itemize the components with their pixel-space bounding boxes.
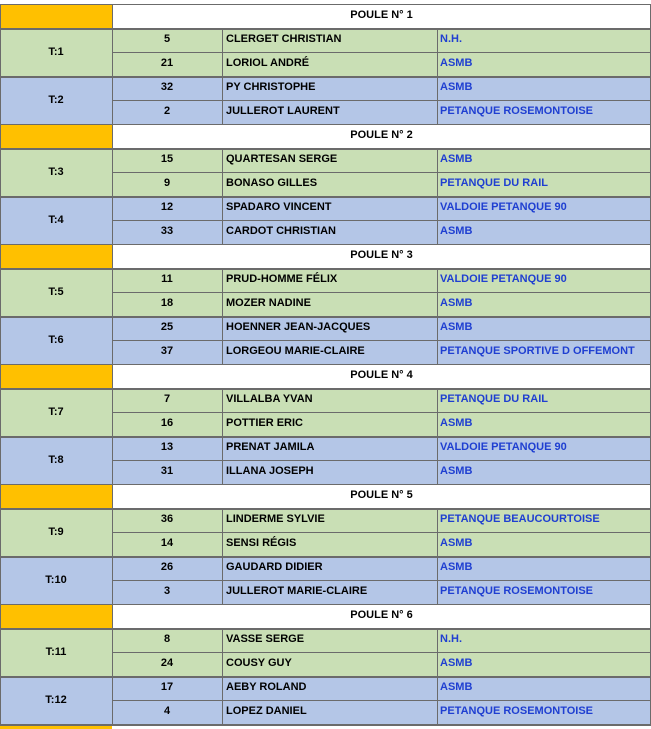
grid-line — [112, 124, 113, 148]
player-number[interactable]: 18 — [112, 292, 222, 316]
player-name[interactable]: SPADARO VINCENT — [222, 196, 437, 220]
player-name[interactable]: PRENAT JAMILA — [222, 436, 437, 460]
player-club[interactable]: ASMB — [437, 148, 651, 172]
player-name[interactable]: LOPEZ DANIEL — [222, 700, 437, 724]
player-number[interactable]: 9 — [112, 172, 222, 196]
player-row — [0, 436, 651, 460]
grid-line — [222, 148, 223, 196]
grid-line — [112, 76, 113, 124]
grid-line — [437, 676, 438, 724]
player-club[interactable]: ASMB — [437, 292, 651, 316]
grid-line — [0, 364, 651, 365]
player-name[interactable]: BONASO GILLES — [222, 172, 437, 196]
player-club[interactable]: PETANQUE ROSEMONTOISE — [437, 580, 651, 604]
player-club[interactable]: VALDOIE PETANQUE 90 — [437, 196, 651, 220]
grid-line — [0, 148, 651, 150]
player-number[interactable]: 37 — [112, 340, 222, 364]
poule-title[interactable]: POULE N° 4 — [112, 364, 651, 388]
grid-line — [112, 340, 651, 341]
grid-line — [222, 676, 223, 724]
grid-line — [112, 412, 651, 413]
grid-line — [222, 436, 223, 484]
grid-line — [0, 484, 651, 485]
player-row — [0, 340, 651, 364]
poule-header-row — [0, 4, 651, 28]
player-club[interactable]: ASMB — [437, 316, 651, 340]
grid-line — [112, 604, 113, 628]
grid-line — [112, 196, 113, 244]
grid-line — [0, 508, 651, 510]
player-club[interactable]: N.H. — [437, 628, 651, 652]
grid-line — [112, 484, 113, 508]
player-number[interactable]: 11 — [112, 268, 222, 292]
grid-line — [222, 388, 223, 436]
player-name[interactable]: JULLEROT LAURENT — [222, 100, 437, 124]
grid-line — [437, 316, 438, 364]
player-number[interactable]: 24 — [112, 652, 222, 676]
player-row — [0, 28, 651, 52]
team-label[interactable]: T:11 — [0, 628, 112, 676]
player-number[interactable]: 3 — [112, 580, 222, 604]
grid-line — [437, 556, 438, 604]
player-number[interactable]: 2 — [112, 100, 222, 124]
player-number[interactable]: 36 — [112, 508, 222, 532]
player-club[interactable]: ASMB — [437, 52, 651, 76]
grid-line — [222, 268, 223, 316]
grid-line — [0, 244, 651, 245]
grid-line — [0, 604, 651, 605]
grid-line — [222, 28, 223, 76]
grid-line — [112, 628, 113, 676]
poule-header-marker[interactable] — [0, 604, 112, 628]
player-name[interactable]: LORIOL ANDRÉ — [222, 52, 437, 76]
grid-line — [112, 268, 113, 316]
player-club[interactable]: PETANQUE DU RAIL — [437, 172, 651, 196]
grid-line — [0, 388, 651, 390]
grid-line — [0, 28, 651, 30]
player-name[interactable]: SENSI RÉGIS — [222, 532, 437, 556]
grid-line — [112, 292, 651, 293]
grid-line — [112, 220, 651, 221]
grid-line — [222, 196, 223, 244]
player-club[interactable]: ASMB — [437, 220, 651, 244]
player-name[interactable]: CLERGET CHRISTIAN — [222, 28, 437, 52]
player-row — [0, 556, 651, 580]
poule-header-marker[interactable] — [0, 364, 112, 388]
player-club[interactable]: VALDOIE PETANQUE 90 — [437, 268, 651, 292]
player-number[interactable]: 12 — [112, 196, 222, 220]
player-number[interactable]: 15 — [112, 148, 222, 172]
player-row — [0, 196, 651, 220]
team-label[interactable]: T:9 — [0, 508, 112, 556]
grid-line — [437, 148, 438, 196]
team-label[interactable]: T:1 — [0, 28, 112, 76]
grid-line — [112, 700, 651, 701]
team-label[interactable]: T:4 — [0, 196, 112, 244]
player-number[interactable]: 25 — [112, 316, 222, 340]
grid-line — [0, 268, 651, 270]
poule-header-row — [0, 364, 651, 388]
player-club[interactable]: VALDOIE PETANQUE 90 — [437, 436, 651, 460]
grid-line — [112, 652, 651, 653]
player-name[interactable]: COUSY GUY — [222, 652, 437, 676]
grid-line — [112, 580, 651, 581]
player-row — [0, 532, 651, 556]
grid-line — [437, 436, 438, 484]
grid-line — [0, 556, 651, 558]
grid-line — [222, 556, 223, 604]
grid-line — [0, 124, 651, 125]
player-name[interactable]: CARDOT CHRISTIAN — [222, 220, 437, 244]
grid-line — [112, 508, 113, 556]
player-club[interactable]: N.H. — [437, 28, 651, 52]
poule-header-row — [0, 604, 651, 628]
grid-line — [222, 508, 223, 556]
grid-line — [0, 436, 651, 438]
grid-line — [112, 316, 113, 364]
player-number[interactable]: 8 — [112, 628, 222, 652]
player-club[interactable]: PETANQUE ROSEMONTOISE — [437, 700, 651, 724]
player-row — [0, 580, 651, 604]
player-row — [0, 412, 651, 436]
team-label[interactable]: T:8 — [0, 436, 112, 484]
player-number[interactable]: 4 — [112, 700, 222, 724]
grid-line — [0, 316, 651, 318]
player-row — [0, 700, 651, 724]
poule-title[interactable]: POULE N° 5 — [112, 484, 651, 508]
player-number[interactable]: 5 — [112, 28, 222, 52]
player-number[interactable]: 7 — [112, 388, 222, 412]
grid-line — [112, 172, 651, 173]
player-club[interactable]: ASMB — [437, 532, 651, 556]
player-row — [0, 76, 651, 100]
poule-header-marker[interactable] — [0, 124, 112, 148]
player-row — [0, 652, 651, 676]
grid-line — [112, 244, 113, 268]
player-number[interactable]: 26 — [112, 556, 222, 580]
player-name[interactable]: AEBY ROLAND — [222, 676, 437, 700]
poule-header-row — [0, 244, 651, 268]
player-number[interactable]: 21 — [112, 52, 222, 76]
grid-line — [437, 388, 438, 436]
poule-title[interactable]: POULE N° 1 — [112, 4, 651, 28]
grid-line — [0, 676, 651, 678]
poule-header-row — [0, 124, 651, 148]
grid-line — [222, 316, 223, 364]
player-row — [0, 676, 651, 700]
poule-title[interactable]: POULE N° 3 — [112, 244, 651, 268]
player-row — [0, 316, 651, 340]
player-name[interactable]: QUARTESAN SERGE — [222, 148, 437, 172]
team-label[interactable]: T:5 — [0, 268, 112, 316]
grid-line — [112, 676, 113, 724]
player-number[interactable]: 32 — [112, 76, 222, 100]
player-name[interactable]: JULLEROT MARIE-CLAIRE — [222, 580, 437, 604]
grid-line — [112, 148, 113, 196]
grid-line — [112, 4, 113, 28]
player-number[interactable]: 16 — [112, 412, 222, 436]
player-row — [0, 52, 651, 76]
team-label[interactable]: T:2 — [0, 76, 112, 124]
grid-line — [437, 28, 438, 76]
grid-line — [437, 628, 438, 676]
player-club[interactable]: PETANQUE ROSEMONTOISE — [437, 100, 651, 124]
poule-header-row — [0, 484, 651, 508]
grid-line — [112, 100, 651, 101]
team-label[interactable]: T:7 — [0, 388, 112, 436]
player-club[interactable]: ASMB — [437, 460, 651, 484]
player-row — [0, 460, 651, 484]
grid-line — [222, 628, 223, 676]
player-club[interactable]: PETANQUE SPORTIVE D OFFEMONT — [437, 340, 651, 364]
player-name[interactable]: LORGEOU MARIE-CLAIRE — [222, 340, 437, 364]
poule-title[interactable]: POULE N° 2 — [112, 124, 651, 148]
player-row — [0, 172, 651, 196]
player-row — [0, 268, 651, 292]
grid-line — [437, 76, 438, 124]
grid-line — [112, 364, 113, 388]
player-club[interactable]: ASMB — [437, 556, 651, 580]
poule-header-marker[interactable] — [0, 244, 112, 268]
player-name[interactable]: HOENNER JEAN-JACQUES — [222, 316, 437, 340]
team-label[interactable]: T:6 — [0, 316, 112, 364]
poule-header-marker[interactable] — [0, 484, 112, 508]
grid-line — [112, 436, 113, 484]
player-number[interactable]: 33 — [112, 220, 222, 244]
player-row — [0, 388, 651, 412]
player-name[interactable]: VILLALBA YVAN — [222, 388, 437, 412]
grid-line — [0, 628, 651, 630]
player-number[interactable]: 14 — [112, 532, 222, 556]
grid-line — [437, 196, 438, 244]
grid-line — [112, 388, 113, 436]
player-row — [0, 628, 651, 652]
player-row — [0, 508, 651, 532]
player-row — [0, 100, 651, 124]
player-club[interactable]: ASMB — [437, 652, 651, 676]
poule-header-marker[interactable] — [0, 4, 112, 28]
player-club[interactable]: ASMB — [437, 676, 651, 700]
grid-line — [112, 556, 113, 604]
player-name[interactable]: LINDERME SYLVIE — [222, 508, 437, 532]
grid-line — [112, 52, 651, 53]
grid-line — [0, 196, 651, 198]
player-club[interactable]: ASMB — [437, 76, 651, 100]
player-name[interactable]: ILLANA JOSEPH — [222, 460, 437, 484]
player-row — [0, 292, 651, 316]
player-name[interactable]: PRUD-HOMME FÉLIX — [222, 268, 437, 292]
player-club[interactable]: PETANQUE DU RAIL — [437, 388, 651, 412]
team-label[interactable]: T:3 — [0, 148, 112, 196]
player-number[interactable]: 31 — [112, 460, 222, 484]
player-name[interactable]: VASSE SERGE — [222, 628, 437, 652]
grid-line — [437, 268, 438, 316]
player-name[interactable]: GAUDARD DIDIER — [222, 556, 437, 580]
grid-line — [0, 4, 1, 724]
grid-line — [112, 460, 651, 461]
poule-title[interactable]: POULE N° 6 — [112, 604, 651, 628]
player-number[interactable]: 13 — [112, 436, 222, 460]
grid-line — [0, 76, 651, 78]
player-name[interactable]: POTTIER ERIC — [222, 412, 437, 436]
player-row — [0, 148, 651, 172]
player-number[interactable]: 17 — [112, 676, 222, 700]
player-name[interactable]: MOZER NADINE — [222, 292, 437, 316]
player-name[interactable]: PY CHRISTOPHE — [222, 76, 437, 100]
grid-line — [437, 508, 438, 556]
grid-line — [112, 532, 651, 533]
team-label[interactable]: T:10 — [0, 556, 112, 604]
grid-line — [222, 76, 223, 124]
player-row — [0, 220, 651, 244]
grid-line — [0, 4, 651, 5]
player-club[interactable]: ASMB — [437, 412, 651, 436]
grid-line — [112, 28, 113, 76]
player-club[interactable]: PETANQUE BEAUCOURTOISE — [437, 508, 651, 532]
team-label[interactable]: T:12 — [0, 676, 112, 724]
